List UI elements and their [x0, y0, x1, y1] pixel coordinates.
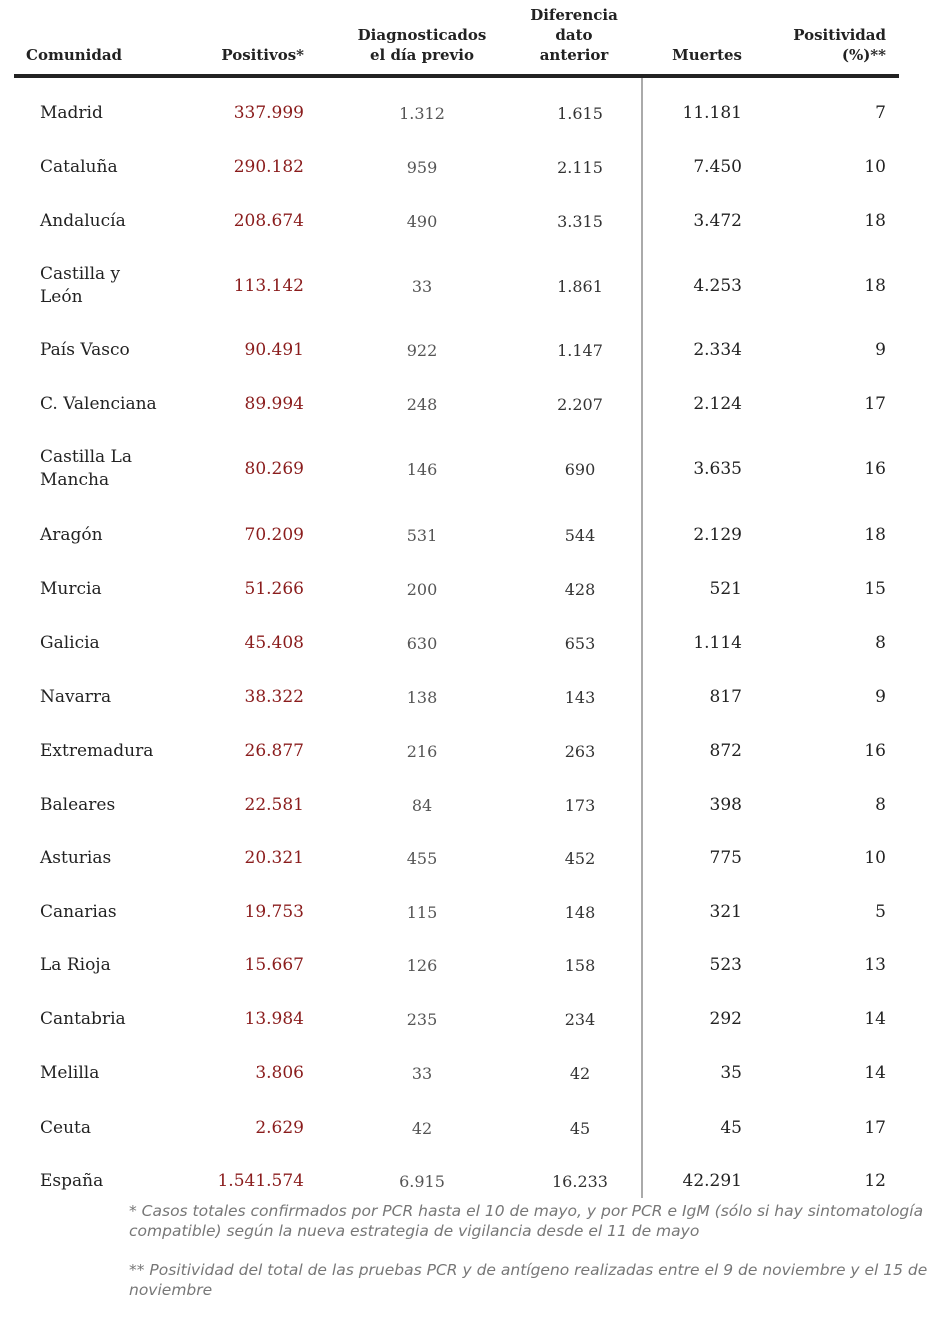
row-muertes: 35 [720, 1063, 742, 1083]
row-positivos: 90.491 [244, 340, 304, 360]
row-comunidad: Extremadura [40, 741, 154, 761]
row-positividad: 12 [864, 1171, 886, 1191]
row-positivos: 15.667 [244, 955, 304, 975]
row-comunidad: La Rioja [40, 955, 111, 975]
row-comunidad: España [40, 1171, 104, 1191]
row-positividad: 17 [864, 1118, 886, 1138]
row-positividad: 7 [875, 103, 886, 123]
row-diferencia: 158 [564, 956, 596, 975]
header-positividad-line1: Positividad [793, 26, 886, 44]
row-comunidad: Cataluña [40, 157, 118, 177]
row-comunidad: Canarias [40, 902, 117, 922]
row-positividad: 18 [864, 211, 886, 231]
row-muertes: 2.129 [693, 525, 742, 545]
row-comunidad-line1: Castilla La [40, 447, 132, 467]
row-positivos: 45.408 [244, 633, 304, 653]
row-diagnosticados: 6.915 [399, 1172, 445, 1191]
row-muertes: 523 [709, 955, 742, 975]
row-diferencia: 3.315 [557, 212, 603, 231]
header-diagnosticados-line2: el día previo [370, 46, 474, 64]
header-positividad-line2: (%)** [841, 46, 886, 64]
row-diferencia: 544 [564, 526, 596, 545]
row-positividad: 8 [875, 633, 886, 653]
row-muertes: 2.124 [693, 394, 742, 414]
row-diferencia: 2.207 [557, 395, 603, 414]
row-positivos: 1.541.574 [217, 1171, 304, 1191]
row-diagnosticados: 84 [411, 796, 433, 815]
row-diferencia: 45 [569, 1119, 591, 1138]
row-positividad: 14 [864, 1063, 886, 1083]
row-comunidad: Asturias [40, 848, 112, 868]
row-comunidad: Baleares [40, 795, 116, 815]
row-positividad: 5 [875, 902, 886, 922]
row-comunidad: Aragón [40, 525, 103, 545]
row-diagnosticados: 33 [411, 1064, 433, 1083]
row-diagnosticados: 922 [406, 341, 438, 360]
row-diagnosticados: 630 [406, 634, 438, 653]
row-muertes: 817 [709, 687, 742, 707]
row-muertes: 7.450 [693, 157, 742, 177]
row-diagnosticados: 138 [406, 688, 438, 707]
row-muertes: 1.114 [693, 633, 742, 653]
row-positividad: 17 [864, 394, 886, 414]
row-positividad: 18 [864, 276, 886, 296]
row-diagnosticados: 248 [406, 395, 438, 414]
row-diferencia: 16.233 [552, 1172, 608, 1191]
row-diagnosticados: 959 [406, 158, 438, 177]
row-diferencia: 653 [564, 634, 596, 653]
row-muertes: 321 [709, 902, 742, 922]
row-muertes: 775 [709, 848, 742, 868]
row-positivos: 208.674 [233, 211, 304, 231]
header-diagnosticados-line1: Diagnosticados [357, 26, 487, 44]
row-positividad: 14 [864, 1009, 886, 1029]
row-positivos: 337.999 [233, 103, 304, 123]
row-diferencia: 2.115 [557, 158, 603, 177]
header-positividad [760, 25, 886, 65]
row-diferencia: 143 [564, 688, 596, 707]
row-muertes: 4.253 [693, 276, 742, 296]
footnote-positividad: ** Positividad del total de las pruebas PCR y de antígeno realizadas entre el 9 de noviembre y el 15 de noviembre [129, 1261, 928, 1299]
row-diagnosticados: 200 [406, 580, 438, 599]
row-comunidad: Melilla [40, 1063, 100, 1083]
row-comunidad: Navarra [40, 687, 112, 707]
row-diagnosticados: 490 [406, 212, 438, 231]
row-positividad: 9 [875, 687, 886, 707]
row-comunidad: Ceuta [40, 1118, 91, 1138]
row-muertes: 398 [709, 795, 742, 815]
header-positivos: Positivos* [221, 46, 304, 64]
row-diagnosticados: 33 [411, 277, 433, 296]
row-diferencia: 452 [564, 849, 596, 868]
row-diagnosticados: 42 [411, 1119, 433, 1138]
row-muertes: 2.334 [693, 340, 742, 360]
row-diagnosticados: 115 [406, 903, 438, 922]
row-positivos: 80.269 [244, 459, 304, 479]
row-muertes: 11.181 [682, 103, 742, 123]
row-positividad: 10 [864, 157, 886, 177]
row-muertes: 45 [720, 1118, 742, 1138]
row-comunidad: Cantabria [40, 1009, 126, 1029]
row-diagnosticados: 146 [406, 460, 438, 479]
row-positivos: 19.753 [244, 902, 304, 922]
row-muertes: 42.291 [682, 1171, 742, 1191]
row-diferencia: 234 [564, 1010, 596, 1029]
header-rule [14, 74, 899, 78]
row-comunidad: Galicia [40, 633, 100, 653]
row-positividad: 13 [864, 955, 886, 975]
row-comunidad: Andalucía [40, 211, 126, 231]
row-diferencia: 148 [564, 903, 596, 922]
row-diferencia: 263 [564, 742, 596, 761]
row-muertes: 3.635 [693, 459, 742, 479]
row-comunidad-line2: Mancha [40, 470, 110, 490]
row-diagnosticados: 216 [406, 742, 438, 761]
header-diferencia-line2: dato [555, 26, 593, 44]
row-positivos: 13.984 [244, 1009, 304, 1029]
row-positivos: 3.806 [255, 1063, 304, 1083]
row-comunidad-line2: León [40, 287, 83, 307]
header-comunidad: Comunidad [26, 46, 123, 64]
row-positividad: 18 [864, 525, 886, 545]
row-diferencia: 1.147 [557, 341, 603, 360]
row-comunidad: Madrid [40, 103, 103, 123]
row-positividad: 8 [875, 795, 886, 815]
row-positivos: 2.629 [255, 1118, 304, 1138]
footnote-positivos: * Casos totales confirmados por PCR hasta el 10 de mayo, y por PCR e IgM (sólo si hay sintomatología compatible) según la nueva estrategia de vigilancia desde el 11 de mayo [129, 1202, 924, 1240]
row-positividad: 16 [864, 459, 886, 479]
row-positividad: 9 [875, 340, 886, 360]
row-diferencia: 1.615 [557, 104, 603, 123]
row-diagnosticados: 126 [406, 956, 438, 975]
row-diagnosticados: 235 [406, 1010, 438, 1029]
header-diagnosticados [340, 25, 504, 65]
row-diagnosticados: 455 [406, 849, 438, 868]
row-positivos: 113.142 [233, 276, 304, 296]
row-diferencia: 42 [569, 1064, 591, 1083]
header-diferencia [512, 5, 636, 65]
row-diferencia: 428 [564, 580, 596, 599]
row-positivos: 70.209 [244, 525, 304, 545]
row-muertes: 292 [709, 1009, 742, 1029]
row-positividad: 10 [864, 848, 886, 868]
row-positivos: 51.266 [244, 579, 304, 599]
header-muertes: Muertes [672, 46, 742, 64]
row-diferencia: 173 [564, 796, 596, 815]
row-comunidad [40, 263, 200, 309]
row-comunidad: C. Valenciana [40, 394, 157, 414]
row-diagnosticados: 1.312 [399, 104, 445, 123]
header-diferencia-line1: Diferencia [530, 6, 618, 24]
row-positivos: 22.581 [244, 795, 304, 815]
row-comunidad [40, 446, 200, 492]
row-positivos: 20.321 [244, 848, 304, 868]
row-positivos: 290.182 [233, 157, 304, 177]
row-diagnosticados: 531 [406, 526, 438, 545]
row-positivos: 26.877 [244, 741, 304, 761]
row-comunidad-line1: Castilla y [40, 264, 121, 284]
row-muertes: 3.472 [693, 211, 742, 231]
row-positividad: 15 [864, 579, 886, 599]
row-positivos: 89.994 [244, 394, 304, 414]
row-diferencia: 1.861 [557, 277, 603, 296]
row-positivos: 38.322 [244, 687, 304, 707]
row-comunidad: País Vasco [40, 340, 130, 360]
row-muertes: 872 [709, 741, 742, 761]
row-positividad: 16 [864, 741, 886, 761]
header-diferencia-line3: anterior [539, 46, 609, 64]
row-diferencia: 690 [564, 460, 596, 479]
row-muertes: 521 [709, 579, 742, 599]
row-comunidad: Murcia [40, 579, 102, 599]
